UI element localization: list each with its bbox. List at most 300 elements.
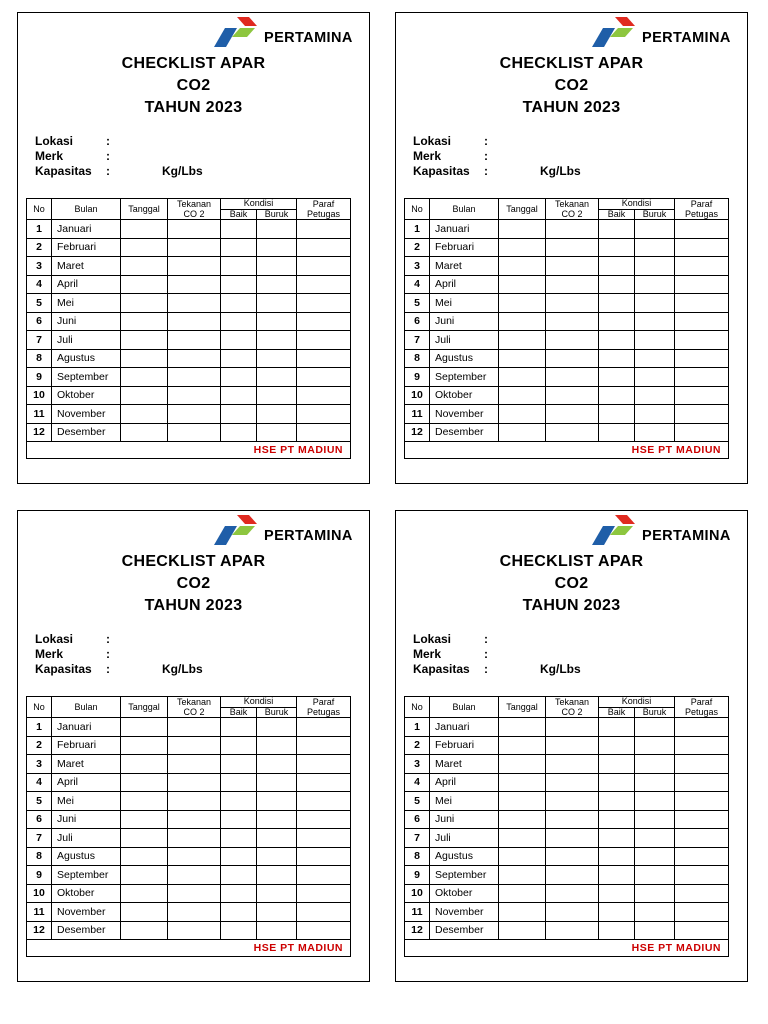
row-month: Desember: [430, 921, 499, 940]
buruk-cell: [635, 220, 675, 239]
tanggal-cell: [121, 866, 168, 885]
baik-cell: [221, 921, 257, 940]
paraf-cell: [675, 331, 729, 350]
row-number: 12: [27, 921, 52, 940]
table-body: [27, 220, 351, 442]
tekanan-cell: [168, 755, 221, 774]
baik-cell: [599, 294, 635, 313]
tekanan-cell: [168, 405, 221, 424]
tekanan-cell: [168, 238, 221, 257]
buruk-cell: [635, 903, 675, 922]
tanggal-cell: [499, 829, 546, 848]
row-number: 4: [27, 773, 52, 792]
table-row: [405, 238, 729, 257]
tanggal-cell: [121, 847, 168, 866]
tanggal-cell: [499, 921, 546, 940]
header-tekanan: [546, 199, 599, 220]
row-number: 1: [405, 718, 430, 737]
row-number: 5: [405, 294, 430, 313]
row-number: 2: [405, 736, 430, 755]
paraf-cell: [675, 220, 729, 239]
checklist-table: [404, 198, 729, 459]
header-buruk: Buruk: [635, 707, 675, 718]
table-row: [405, 220, 729, 239]
row-month: Desember: [52, 921, 121, 940]
row-number: 8: [405, 349, 430, 368]
row-number: 10: [405, 884, 430, 903]
tanggal-cell: [499, 755, 546, 774]
baik-cell: [221, 423, 257, 442]
tanggal-cell: [499, 312, 546, 331]
row-number: 10: [27, 884, 52, 903]
row-month: Agustus: [52, 847, 121, 866]
pertamina-logo: [591, 17, 743, 51]
buruk-cell: [635, 349, 675, 368]
tanggal-cell: [499, 903, 546, 922]
baik-cell: [221, 331, 257, 350]
buruk-cell: [635, 294, 675, 313]
row-number: 7: [405, 829, 430, 848]
pertamina-logo-icon: [591, 515, 639, 545]
table-row: [27, 847, 351, 866]
tanggal-cell: [121, 903, 168, 922]
tekanan-cell: [546, 368, 599, 387]
row-number: 9: [27, 866, 52, 885]
row-month: Oktober: [52, 386, 121, 405]
buruk-cell: [257, 386, 297, 405]
row-month: Mei: [52, 294, 121, 313]
checklist-card-2: [395, 12, 748, 484]
paraf-cell: [675, 792, 729, 811]
tekanan-cell: [546, 810, 599, 829]
table-row: [405, 884, 729, 903]
buruk-cell: [635, 736, 675, 755]
paraf-cell: [675, 238, 729, 257]
baik-cell: [599, 423, 635, 442]
kapasitas-label: Kapasitas: [35, 662, 92, 676]
paraf-cell: [297, 792, 351, 811]
tanggal-cell: [499, 349, 546, 368]
table-row: [27, 718, 351, 737]
baik-cell: [599, 349, 635, 368]
paraf-cell: [675, 847, 729, 866]
tekanan-cell: [168, 294, 221, 313]
baik-cell: [221, 903, 257, 922]
table-body: [405, 718, 729, 940]
row-month: Desember: [430, 423, 499, 442]
baik-cell: [599, 884, 635, 903]
row-month: Maret: [52, 257, 121, 276]
baik-cell: [221, 294, 257, 313]
buruk-cell: [635, 847, 675, 866]
row-month: April: [52, 275, 121, 294]
title-line-3: TAHUN 2023: [522, 99, 621, 116]
paraf-cell: [675, 257, 729, 276]
title-line-1: CHECKLIST APAR: [121, 553, 266, 570]
brand-name: PERTAMINA: [264, 30, 353, 46]
table-row: [27, 423, 351, 442]
paraf-cell: [675, 903, 729, 922]
buruk-cell: [257, 405, 297, 424]
header-paraf-label: Paraf: [312, 199, 335, 209]
title-block: [18, 53, 369, 119]
table-row: [405, 903, 729, 922]
row-month: Desember: [52, 423, 121, 442]
row-month: Juni: [430, 810, 499, 829]
baik-cell: [221, 386, 257, 405]
row-month: Februari: [430, 238, 499, 257]
kapasitas-colon: :: [484, 164, 488, 178]
checklist-table: [404, 696, 729, 957]
tekanan-cell: [168, 275, 221, 294]
table-row: [405, 755, 729, 774]
table-row: [27, 866, 351, 885]
paraf-cell: [675, 349, 729, 368]
baik-cell: [221, 368, 257, 387]
pertamina-logo: [213, 17, 365, 51]
tekanan-cell: [168, 349, 221, 368]
table-body: [27, 718, 351, 940]
header-paraf-label: Paraf: [690, 199, 713, 209]
row-month: Juli: [430, 331, 499, 350]
header-bulan: Bulan: [52, 199, 121, 220]
row-month: Oktober: [430, 884, 499, 903]
row-month: Maret: [430, 257, 499, 276]
tanggal-cell: [121, 736, 168, 755]
buruk-cell: [257, 903, 297, 922]
paraf-cell: [297, 294, 351, 313]
merk-colon: :: [106, 149, 110, 163]
paraf-cell: [297, 810, 351, 829]
pertamina-logo: [213, 515, 365, 549]
row-month: Februari: [52, 736, 121, 755]
baik-cell: [221, 220, 257, 239]
header-tekanan: [168, 697, 221, 718]
tekanan-cell: [546, 312, 599, 331]
table-row: [27, 275, 351, 294]
paraf-cell: [297, 755, 351, 774]
row-number: 12: [405, 921, 430, 940]
row-month: November: [52, 405, 121, 424]
header-no: No: [405, 697, 430, 718]
buruk-cell: [257, 792, 297, 811]
kapasitas-unit: Kg/Lbs: [540, 164, 581, 178]
table-row: [27, 386, 351, 405]
title-line-1: CHECKLIST APAR: [499, 553, 644, 570]
buruk-cell: [257, 866, 297, 885]
tekanan-cell: [546, 423, 599, 442]
table-row: [27, 312, 351, 331]
buruk-cell: [257, 847, 297, 866]
row-month: Mei: [430, 792, 499, 811]
row-number: 9: [405, 368, 430, 387]
row-number: 4: [27, 275, 52, 294]
paraf-cell: [297, 405, 351, 424]
row-number: 6: [405, 312, 430, 331]
row-month: Juli: [430, 829, 499, 848]
title-line-3: TAHUN 2023: [144, 99, 243, 116]
header-tekanan: [168, 199, 221, 220]
row-number: 5: [27, 294, 52, 313]
row-month: Oktober: [52, 884, 121, 903]
buruk-cell: [635, 257, 675, 276]
baik-cell: [599, 773, 635, 792]
tekanan-cell: [546, 903, 599, 922]
table-row: [405, 423, 729, 442]
paraf-cell: [297, 847, 351, 866]
row-number: 8: [27, 847, 52, 866]
brand-name: PERTAMINA: [642, 30, 731, 46]
tanggal-cell: [499, 294, 546, 313]
checklist-table: [26, 198, 351, 459]
row-number: 11: [27, 903, 52, 922]
kapasitas-colon: :: [106, 164, 110, 178]
header-baik: Baik: [221, 707, 257, 718]
row-month: Juni: [52, 810, 121, 829]
baik-cell: [221, 736, 257, 755]
tanggal-cell: [121, 294, 168, 313]
row-number: 6: [27, 810, 52, 829]
tekanan-cell: [168, 312, 221, 331]
paraf-cell: [675, 275, 729, 294]
header-no: No: [405, 199, 430, 220]
row-number: 7: [27, 331, 52, 350]
paraf-cell: [297, 884, 351, 903]
paraf-cell: [297, 220, 351, 239]
tekanan-cell: [546, 331, 599, 350]
header-kondisi: Kondisi: [599, 199, 675, 210]
tanggal-cell: [499, 718, 546, 737]
buruk-cell: [635, 866, 675, 885]
tekanan-cell: [546, 866, 599, 885]
table-row: [405, 810, 729, 829]
baik-cell: [599, 257, 635, 276]
row-number: 12: [27, 423, 52, 442]
paraf-cell: [675, 312, 729, 331]
baik-cell: [221, 755, 257, 774]
table-row: [27, 257, 351, 276]
row-month: Agustus: [52, 349, 121, 368]
baik-cell: [599, 718, 635, 737]
buruk-cell: [257, 275, 297, 294]
buruk-cell: [635, 312, 675, 331]
table-row: [405, 866, 729, 885]
header-paraf: [297, 199, 351, 220]
table-row: [405, 294, 729, 313]
row-month: Agustus: [430, 847, 499, 866]
tekanan-cell: [546, 386, 599, 405]
table-row: [27, 773, 351, 792]
tanggal-cell: [499, 792, 546, 811]
merk-label: Merk: [413, 149, 442, 163]
tanggal-cell: [121, 220, 168, 239]
paraf-cell: [675, 718, 729, 737]
row-month: Juli: [52, 829, 121, 848]
paraf-cell: [297, 368, 351, 387]
header-tekanan-unit: CO 2: [561, 209, 583, 219]
baik-cell: [221, 238, 257, 257]
title-line-2: CO2: [554, 77, 589, 94]
header-tekanan-unit: CO 2: [183, 209, 205, 219]
header-tanggal: Tanggal: [499, 697, 546, 718]
baik-cell: [599, 829, 635, 848]
paraf-cell: [297, 257, 351, 276]
table-row: [27, 810, 351, 829]
header-petugas-label: Petugas: [306, 707, 341, 717]
row-month: April: [430, 773, 499, 792]
paraf-cell: [297, 718, 351, 737]
table-row: [27, 405, 351, 424]
paraf-cell: [297, 736, 351, 755]
row-number: 5: [405, 792, 430, 811]
row-number: 3: [27, 755, 52, 774]
row-number: 1: [27, 718, 52, 737]
row-number: 4: [405, 275, 430, 294]
header-tanggal: Tanggal: [499, 199, 546, 220]
merk-colon: :: [484, 647, 488, 661]
tekanan-cell: [168, 921, 221, 940]
tekanan-cell: [546, 921, 599, 940]
header-paraf-label: Paraf: [690, 697, 713, 707]
buruk-cell: [257, 368, 297, 387]
table-row: [405, 312, 729, 331]
tanggal-cell: [121, 257, 168, 276]
table-row: [405, 368, 729, 387]
header-tekanan-unit: CO 2: [183, 707, 205, 717]
tekanan-cell: [546, 792, 599, 811]
kapasitas-colon: :: [484, 662, 488, 676]
tekanan-cell: [168, 829, 221, 848]
table-row: [405, 847, 729, 866]
row-number: 8: [405, 847, 430, 866]
tanggal-cell: [121, 386, 168, 405]
baik-cell: [599, 810, 635, 829]
row-month: Januari: [52, 718, 121, 737]
tekanan-cell: [168, 736, 221, 755]
tanggal-cell: [499, 275, 546, 294]
checklist-card-4: [395, 510, 748, 982]
row-month: Juni: [52, 312, 121, 331]
buruk-cell: [257, 331, 297, 350]
header-paraf-label: Paraf: [312, 697, 335, 707]
paraf-cell: [297, 312, 351, 331]
pertamina-logo-icon: [213, 515, 261, 545]
baik-cell: [221, 866, 257, 885]
table-row: [27, 238, 351, 257]
lokasi-label: Lokasi: [413, 632, 452, 646]
table-body: [405, 220, 729, 442]
header-buruk: Buruk: [257, 707, 297, 718]
paraf-cell: [675, 884, 729, 903]
table-row: [27, 220, 351, 239]
baik-cell: [599, 866, 635, 885]
tekanan-cell: [546, 718, 599, 737]
buruk-cell: [257, 884, 297, 903]
row-month: Juli: [52, 331, 121, 350]
title-line-1: CHECKLIST APAR: [121, 55, 266, 72]
header-tekanan: [546, 697, 599, 718]
table-row: [27, 368, 351, 387]
row-number: 1: [27, 220, 52, 239]
tanggal-cell: [121, 773, 168, 792]
title-line-1: CHECKLIST APAR: [499, 55, 644, 72]
baik-cell: [599, 312, 635, 331]
row-month: Januari: [430, 220, 499, 239]
buruk-cell: [635, 884, 675, 903]
header-buruk: Buruk: [635, 209, 675, 220]
buruk-cell: [257, 423, 297, 442]
merk-label: Merk: [35, 647, 64, 661]
buruk-cell: [257, 312, 297, 331]
tekanan-cell: [168, 386, 221, 405]
pertamina-logo: [591, 515, 743, 549]
title-line-2: CO2: [176, 575, 211, 592]
tekanan-cell: [546, 220, 599, 239]
buruk-cell: [257, 755, 297, 774]
table-row: [405, 792, 729, 811]
buruk-cell: [257, 220, 297, 239]
baik-cell: [221, 792, 257, 811]
baik-cell: [221, 349, 257, 368]
table-row: [27, 294, 351, 313]
kapasitas-label: Kapasitas: [35, 164, 92, 178]
tekanan-cell: [168, 810, 221, 829]
lokasi-colon: :: [106, 134, 110, 148]
title-block: [396, 53, 747, 119]
row-number: 11: [27, 405, 52, 424]
paraf-cell: [297, 773, 351, 792]
row-number: 10: [405, 386, 430, 405]
baik-cell: [221, 405, 257, 424]
row-number: 2: [27, 736, 52, 755]
row-number: 6: [405, 810, 430, 829]
row-number: 9: [405, 866, 430, 885]
tanggal-cell: [121, 829, 168, 848]
buruk-cell: [635, 331, 675, 350]
row-number: 11: [405, 405, 430, 424]
table-row: [405, 773, 729, 792]
buruk-cell: [635, 921, 675, 940]
brand-name: PERTAMINA: [642, 528, 731, 544]
baik-cell: [599, 368, 635, 387]
paraf-cell: [297, 238, 351, 257]
baik-cell: [221, 829, 257, 848]
row-number: 2: [405, 238, 430, 257]
tanggal-cell: [499, 405, 546, 424]
header-tekanan-label: Tekanan: [176, 697, 212, 707]
lokasi-label: Lokasi: [35, 134, 74, 148]
tanggal-cell: [499, 386, 546, 405]
checklist-table: [26, 696, 351, 957]
row-number: 11: [405, 903, 430, 922]
tekanan-cell: [168, 773, 221, 792]
tanggal-cell: [121, 349, 168, 368]
paraf-cell: [675, 829, 729, 848]
baik-cell: [599, 792, 635, 811]
tanggal-cell: [121, 755, 168, 774]
tekanan-cell: [168, 866, 221, 885]
tanggal-cell: [499, 238, 546, 257]
tekanan-cell: [546, 773, 599, 792]
tekanan-cell: [168, 423, 221, 442]
row-month: April: [430, 275, 499, 294]
tanggal-cell: [121, 884, 168, 903]
row-month: Mei: [430, 294, 499, 313]
row-number: 6: [27, 312, 52, 331]
row-month: Agustus: [430, 349, 499, 368]
paraf-cell: [297, 903, 351, 922]
row-month: November: [430, 903, 499, 922]
